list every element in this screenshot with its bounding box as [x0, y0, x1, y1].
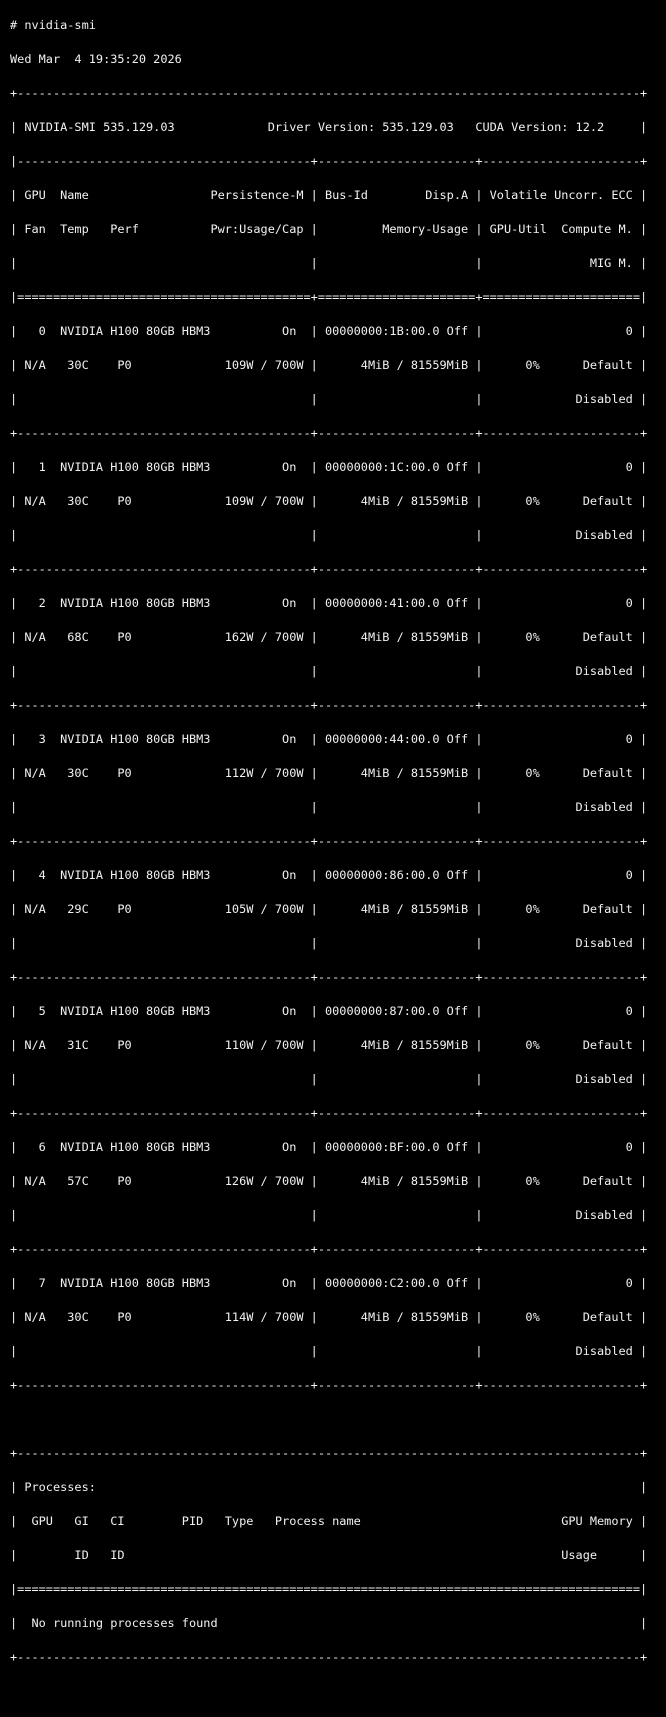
terminal-timestamp-line: Wed Mar 4 19:35:20 2026	[10, 52, 182, 66]
terminal-output-line: | NVIDIA-SMI 535.129.03 Driver Version: 535.129.03 CUDA Version: 12.2 |	[10, 120, 648, 134]
terminal-output-line: | N/A 30C P0 114W / 700W | 4MiB / 81559MiB | 0% Default |	[10, 1310, 648, 1324]
terminal-output-line: +-----------------------------------------+----------------------+----------------------+	[10, 1378, 648, 1392]
terminal-output-line: | N/A 30C P0 109W / 700W | 4MiB / 81559MiB | 0% Default |	[10, 494, 648, 508]
terminal-output-line: +-----------------------------------------+----------------------+----------------------+	[10, 426, 648, 440]
terminal-output-line	[10, 1411, 666, 1428]
terminal-output-line: | | | Disabled |	[10, 800, 648, 814]
terminal-output-line: | No running processes found |	[10, 1616, 648, 1630]
terminal-output-line: | N/A 30C P0 112W / 700W | 4MiB / 81559MiB | 0% Default |	[10, 766, 648, 780]
terminal-output-line: | GPU GI CI PID Type Process name GPU Memory |	[10, 1514, 648, 1528]
terminal-output-line: |-----------------------------------------+----------------------+----------------------+	[10, 154, 648, 168]
terminal-output-line: | Processes: |	[10, 1480, 648, 1494]
terminal-output-line: | N/A 68C P0 162W / 700W | 4MiB / 81559MiB | 0% Default |	[10, 630, 648, 644]
terminal-output-line: | 1 NVIDIA H100 80GB HBM3 On | 00000000:1C:00.0 Off | 0 |	[10, 460, 648, 474]
terminal-output-line: | 4 NVIDIA H100 80GB HBM3 On | 00000000:86:00.0 Off | 0 |	[10, 868, 648, 882]
terminal-output-line: +---------------------------------------------------------------------------------------+	[10, 86, 648, 100]
terminal-output-line: | | | Disabled |	[10, 936, 648, 950]
terminal-output-line: | 6 NVIDIA H100 80GB HBM3 On | 00000000:BF:00.0 Off | 0 |	[10, 1140, 648, 1154]
terminal-output-line: |=======================================================================================|	[10, 1582, 648, 1596]
terminal-output-line: | | | MIG M. |	[10, 256, 648, 270]
terminal-output-line: | 3 NVIDIA H100 80GB HBM3 On | 00000000:44:00.0 Off | 0 |	[10, 732, 648, 746]
terminal-output-line: | | | Disabled |	[10, 664, 648, 678]
terminal-output-line: |=========================================+======================+======================|	[10, 290, 648, 304]
terminal-output-line: | | | Disabled |	[10, 1344, 648, 1358]
terminal-command-line: # nvidia-smi	[10, 18, 96, 32]
terminal-output-line: +-----------------------------------------+----------------------+----------------------+	[10, 698, 648, 712]
terminal-output-line: | | | Disabled |	[10, 528, 648, 542]
terminal-output-line: +-----------------------------------------+----------------------+----------------------+	[10, 562, 648, 576]
terminal-output-line: | | | Disabled |	[10, 1208, 648, 1222]
terminal-output-line: | GPU Name Persistence-M | Bus-Id Disp.A | Volatile Uncorr. ECC |	[10, 188, 648, 202]
terminal-output-line: | 2 NVIDIA H100 80GB HBM3 On | 00000000:41:00.0 Off | 0 |	[10, 596, 648, 610]
terminal-output-line: | N/A 29C P0 105W / 700W | 4MiB / 81559MiB | 0% Default |	[10, 902, 648, 916]
terminal-output-line: +-----------------------------------------+----------------------+----------------------+	[10, 970, 648, 984]
terminal-output-line: +---------------------------------------------------------------------------------------+	[10, 1446, 648, 1460]
terminal-output-line: +-----------------------------------------+----------------------+----------------------+	[10, 1106, 648, 1120]
terminal-output-line: +-----------------------------------------+----------------------+----------------------+	[10, 1242, 648, 1256]
terminal-output-line: | N/A 57C P0 126W / 700W | 4MiB / 81559MiB | 0% Default |	[10, 1174, 648, 1188]
terminal-output-line: +-----------------------------------------+----------------------+----------------------+	[10, 834, 648, 848]
terminal-output-line: | 0 NVIDIA H100 80GB HBM3 On | 00000000:1B:00.0 Off | 0 |	[10, 324, 648, 338]
terminal-output-line: | | | Disabled |	[10, 392, 648, 406]
terminal-output-line: | 7 NVIDIA H100 80GB HBM3 On | 00000000:C2:00.0 Off | 0 |	[10, 1276, 648, 1290]
terminal-output-line: | N/A 30C P0 109W / 700W | 4MiB / 81559MiB | 0% Default |	[10, 358, 648, 372]
terminal-output-line: | 5 NVIDIA H100 80GB HBM3 On | 00000000:87:00.0 Off | 0 |	[10, 1004, 648, 1018]
terminal-output-line: | ID ID Usage |	[10, 1548, 648, 1562]
terminal-output-line: | Fan Temp Perf Pwr:Usage/Cap | Memory-Usage | GPU-Util Compute M. |	[10, 222, 648, 236]
terminal-output-line: | | | Disabled |	[10, 1072, 648, 1086]
terminal-output-line: +---------------------------------------------------------------------------------------+	[10, 1650, 648, 1664]
terminal-output-line: | N/A 31C P0 110W / 700W | 4MiB / 81559MiB | 0% Default |	[10, 1038, 648, 1052]
terminal-output-line	[10, 1683, 666, 1700]
